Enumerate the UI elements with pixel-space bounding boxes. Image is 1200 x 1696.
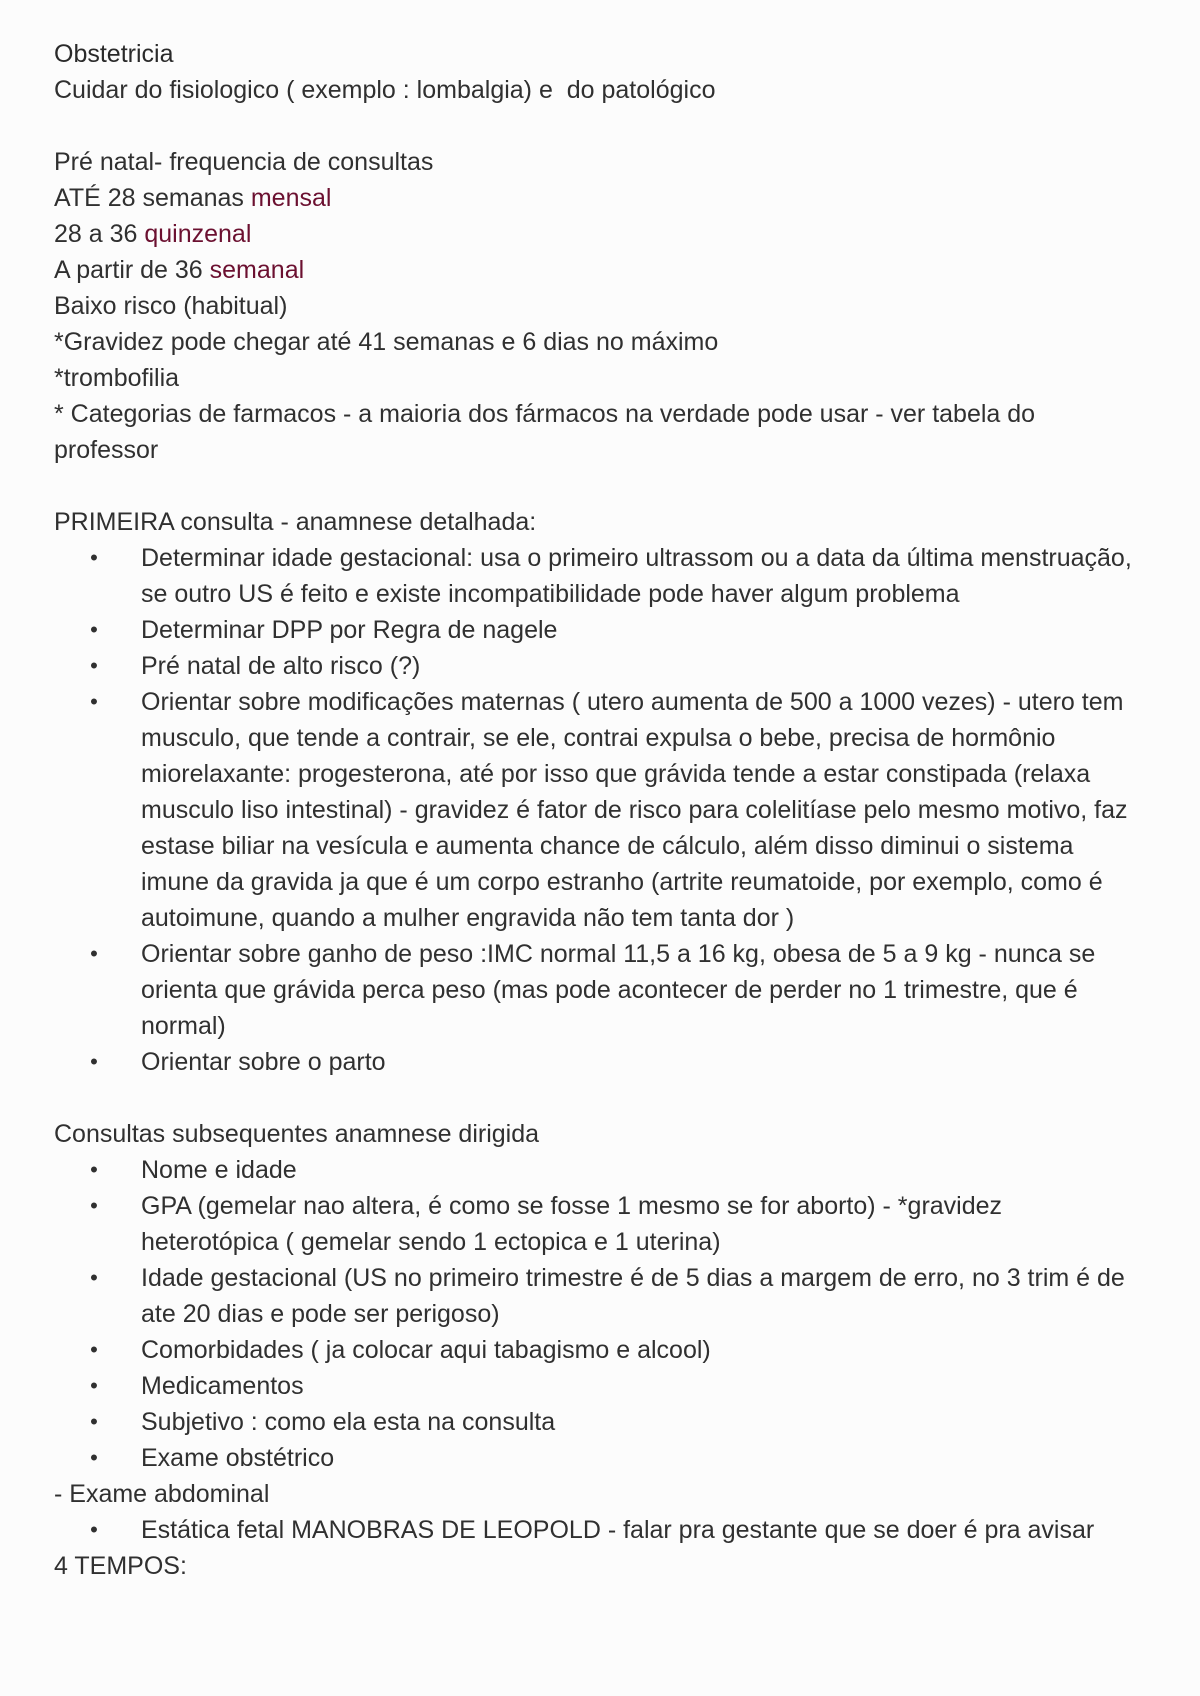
bullet-icon: • bbox=[90, 617, 98, 642]
list-item bbox=[54, 1404, 1146, 1440]
list-item bbox=[54, 1332, 1146, 1368]
spacer bbox=[54, 468, 1146, 504]
list-item bbox=[54, 1368, 1146, 1404]
list-item-text: Exame obstétrico bbox=[141, 1444, 335, 1472]
schedule-frequency: semanal bbox=[209, 256, 305, 284]
list-item bbox=[54, 612, 1146, 648]
prenatal-heading: Pré natal- frequencia de consultas bbox=[54, 148, 434, 176]
bullet-icon: • bbox=[90, 1409, 98, 1434]
subsequentes-heading: Consultas subsequentes anamnese dirigida bbox=[54, 1120, 540, 1148]
bullet-icon: • bbox=[90, 1517, 98, 1542]
subsequentes-list bbox=[54, 1152, 1146, 1476]
bullet-icon: • bbox=[90, 941, 98, 966]
note-line: *trombofilia bbox=[54, 364, 180, 392]
bullet-icon: • bbox=[90, 545, 98, 570]
bullet-icon: • bbox=[90, 653, 98, 678]
spacer bbox=[54, 1080, 1146, 1116]
list-item bbox=[54, 936, 1146, 1044]
list-item-text: GPA (gemelar nao altera, é como se fosse 1 mesmo se for aborto) - *gravidez heterotópica ( gemelar sendo 1 ectopica e 1 uterina) bbox=[141, 1192, 1003, 1256]
note-line: * Categorias de farmacos - a maioria dos fármacos na verdade pode usar - ver tabela do professor bbox=[54, 400, 1043, 464]
list-item-text: Pré natal de alto risco (?) bbox=[141, 652, 421, 680]
list-item bbox=[54, 1440, 1146, 1476]
note-line: *Gravidez pode chegar até 41 semanas e 6 dias no máximo bbox=[54, 328, 719, 356]
list-item-text: Nome e idade bbox=[141, 1156, 297, 1184]
primeira-consulta-heading: PRIMEIRA consulta - anamnese detalhada: bbox=[54, 508, 537, 536]
bullet-icon: • bbox=[90, 1265, 98, 1290]
document-title: Obstetricia bbox=[54, 40, 174, 68]
list-item-text: Subjetivo : como ela esta na consulta bbox=[141, 1408, 556, 1436]
schedule-frequency: quinzenal bbox=[144, 220, 252, 248]
exame-abdominal-heading: - Exame abdominal bbox=[54, 1480, 270, 1508]
exame-abdominal-list bbox=[54, 1512, 1146, 1548]
intro-text: Cuidar do fisiologico ( exemplo : lombalgia) e do patológico bbox=[54, 76, 716, 104]
schedule-period: 28 a 36 bbox=[54, 220, 145, 248]
schedule-period: ATÉ 28 semanas bbox=[54, 184, 251, 212]
schedule-frequency: mensal bbox=[250, 184, 332, 212]
bullet-icon: • bbox=[90, 1445, 98, 1470]
spacer bbox=[54, 108, 1146, 144]
list-item-text: Determinar idade gestacional: usa o primeiro ultrassom ou a data da última menstruação, se outro US é feito e existe incompatibilidade pode haver algum problema bbox=[141, 544, 1132, 608]
list-item bbox=[54, 1152, 1146, 1188]
list-item-text: Orientar sobre modificações maternas ( utero aumenta de 500 a 1000 vezes) - utero tem musculo, que tende a contrair, se ele, contrai expulsa o bebe, precisa de hormônio miorelaxante: progesterona, até por isso que grávida tende a estar constipada (relaxa musculo liso intestinal) - gravidez é fator de risco para colelitíase pelo mesmo motivo, faz estase biliar na vesícula e aumenta chance de cálculo, além disso diminui o sistema imune da gravida ja que é um corpo estranho (artrite reumatoide, por exemplo, como é autoimune, quando a mulher engravida não tem tanta dor ) bbox=[141, 688, 1128, 932]
list-item bbox=[54, 648, 1146, 684]
tempos-heading: 4 TEMPOS: bbox=[54, 1552, 187, 1580]
schedule-line bbox=[54, 180, 1146, 216]
list-item-text: Orientar sobre ganho de peso :IMC normal 11,5 a 16 kg, obesa de 5 a 9 kg - nunca se orienta que grávida perca peso (mas pode acontecer de perder no 1 trimestre, que é normal) bbox=[141, 940, 1096, 1040]
list-item-text: Orientar sobre o parto bbox=[141, 1048, 386, 1076]
schedule-line bbox=[54, 216, 1146, 252]
list-item bbox=[54, 1512, 1146, 1548]
list-item bbox=[54, 684, 1146, 936]
list-item bbox=[54, 540, 1146, 612]
primeira-consulta-list bbox=[54, 540, 1146, 1080]
list-item-text: Estática fetal MANOBRAS DE LEOPOLD - falar pra gestante que se doer é pra avisar bbox=[141, 1516, 1095, 1544]
list-item-text: Determinar DPP por Regra de nagele bbox=[141, 616, 558, 644]
list-item bbox=[54, 1260, 1146, 1332]
list-item bbox=[54, 1044, 1146, 1080]
list-item-text: Idade gestacional (US no primeiro trimestre é de 5 dias a margem de erro, no 3 trim é de ate 20 dias e pode ser perigoso) bbox=[141, 1264, 1125, 1328]
list-item bbox=[54, 1188, 1146, 1260]
list-item-text: Medicamentos bbox=[141, 1372, 304, 1400]
bullet-icon: • bbox=[90, 689, 98, 714]
bullet-icon: • bbox=[90, 1157, 98, 1182]
schedule-period: A partir de 36 bbox=[54, 256, 210, 284]
bullet-icon: • bbox=[90, 1337, 98, 1362]
list-item-text: Comorbidades ( ja colocar aqui tabagismo e alcool) bbox=[141, 1336, 711, 1364]
bullet-icon: • bbox=[90, 1373, 98, 1398]
bullet-icon: • bbox=[90, 1193, 98, 1218]
note-line: Baixo risco (habitual) bbox=[54, 292, 288, 320]
schedule-line bbox=[54, 252, 1146, 288]
bullet-icon: • bbox=[90, 1049, 98, 1074]
